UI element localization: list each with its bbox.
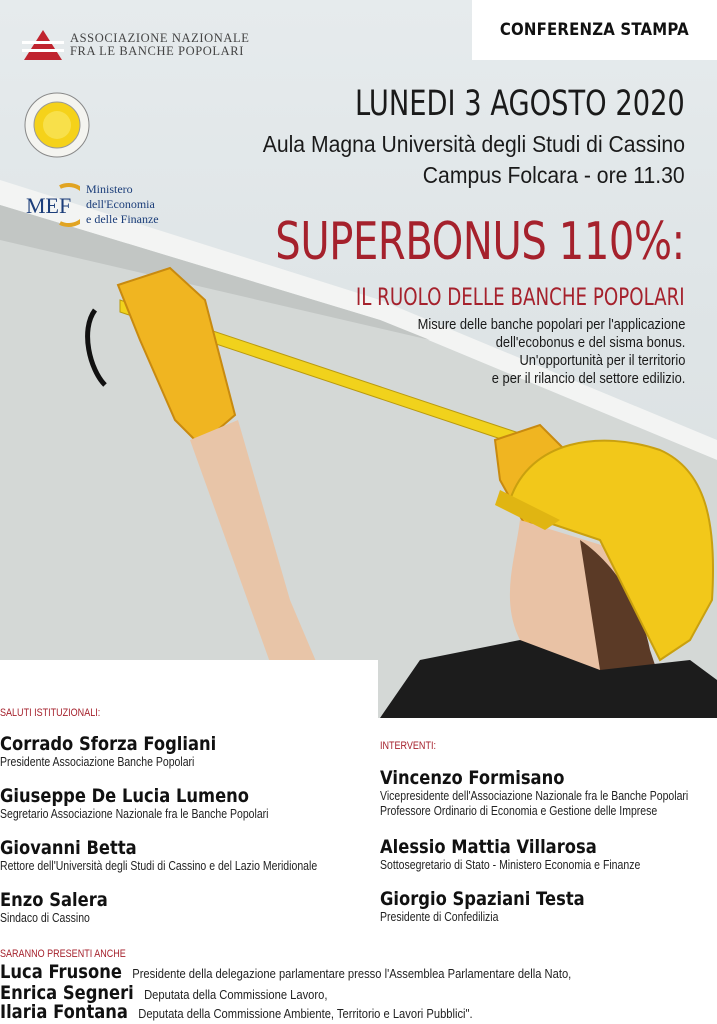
university-seal-icon <box>24 92 90 158</box>
desc-line: Un'opportunità per il territorio <box>519 352 685 369</box>
press-badge-label: CONFERENZA STAMPA <box>499 20 689 40</box>
abp-name-line2: FRA LE BANCHE POPOLARI <box>70 44 244 58</box>
speaker-name: Vincenzo Formisano <box>380 767 565 789</box>
mef-line2: dell'Economia <box>86 197 155 211</box>
speaker-name: Giorgio Spaziani Testa <box>380 888 585 910</box>
speaker-interventi <box>380 836 690 873</box>
mef-line1: Ministero <box>86 182 133 196</box>
event-campus-time: Campus Folcara - ore 11.30 <box>423 162 685 188</box>
present-person <box>0 961 571 983</box>
speaker-role: Rettore dell'Università degli Studi di Cassino e del Lazio Meridionale <box>0 859 318 873</box>
mef-abbr: MEF <box>26 192 72 218</box>
saluti-label: SALUTI ISTITUZIONALI: <box>0 707 101 719</box>
mef-emblem-icon <box>24 183 80 227</box>
present-person <box>0 1001 473 1023</box>
speaker-role: Sottosegretario di Stato - Ministero Economia e Finanze <box>380 858 641 872</box>
speaker-saluti <box>0 837 378 874</box>
speaker-role: Presidente Associazione Banche Popolari <box>0 755 195 769</box>
abp-logo <box>22 28 250 62</box>
present-name: Luca Frusone <box>0 961 122 983</box>
presenti-label: SARANNO PRESENTI ANCHE <box>0 948 126 960</box>
speaker-interventi <box>380 767 717 819</box>
present-name: Ilaria Fontana <box>0 1001 128 1023</box>
desc-line: e per il rilancio del settore edilizio. <box>491 370 685 387</box>
present-role: Deputata della Commissione Ambiente, Territorio e Lavori Pubblici". <box>138 1006 473 1021</box>
desc-line: dell'ecobonus e del sisma bonus. <box>495 334 685 351</box>
interventi-label: INTERVENTI: <box>380 740 436 752</box>
desc-line: Misure delle banche popolari per l'applicazione <box>417 316 685 333</box>
speaker-interventi <box>380 888 618 925</box>
abp-triangle-icon <box>22 28 64 62</box>
event-description <box>417 316 685 388</box>
speaker-role: Professore Ordinario di Economia e Gestione delle Imprese <box>380 804 658 818</box>
speaker-role: Segretario Associazione Nazionale fra le Banche Popolari <box>0 807 269 821</box>
press-badge <box>472 0 717 60</box>
speaker-name: Alessio Mattia Villarosa <box>380 836 597 858</box>
speaker-role: Sindaco di Cassino <box>0 911 90 925</box>
event-title: SUPERBONUS 110%: <box>275 212 685 272</box>
speaker-saluti <box>0 889 125 926</box>
event-date: LUNEDI 3 AGOSTO 2020 <box>355 84 685 124</box>
mef-logo <box>24 182 159 227</box>
speaker-role: Vicepresidente dell'Associazione Nazionale fra le Banche Popolari <box>380 789 689 803</box>
present-role: Presidente della delegazione parlamentare presso l'Assemblea Parlamentare della Nato, <box>132 966 572 981</box>
present-name: Enrica Segneri <box>0 982 134 1004</box>
speaker-name: Giuseppe De Lucia Lumeno <box>0 785 250 807</box>
abp-name-line1: ASSOCIAZIONE NAZIONALE <box>70 31 250 45</box>
present-role: Deputata della Commissione Lavoro, <box>144 987 328 1002</box>
event-subtitle: IL RUOLO DELLE BANCHE POPOLARI <box>356 283 685 311</box>
speaker-name: Giovanni Betta <box>0 837 137 859</box>
speaker-saluti <box>0 785 320 822</box>
event-venue: Aula Magna Università degli Studi di Cassino <box>262 131 685 157</box>
speaker-saluti <box>0 733 251 770</box>
speaker-name: Enzo Salera <box>0 889 108 911</box>
mef-line3: e delle Finanze <box>86 212 159 226</box>
speaker-role: Presidente di Confedilizia <box>380 910 499 924</box>
speaker-name: Corrado Sforza Fogliani <box>0 733 217 755</box>
